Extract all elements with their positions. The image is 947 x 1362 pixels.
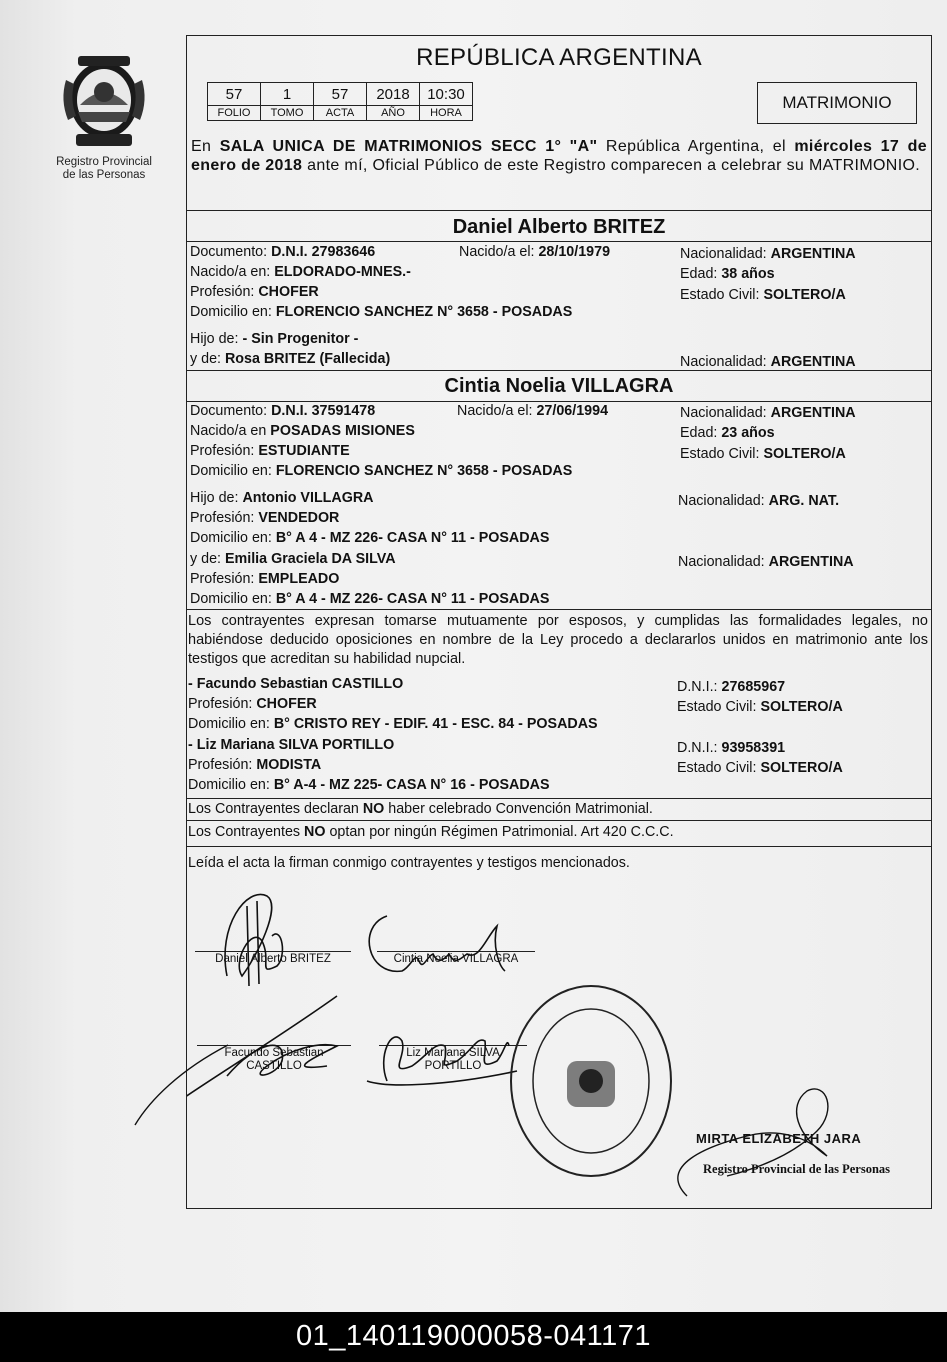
witness2-civil-status: Estado Civil: SOLTERO/A [677,760,843,776]
year-value: 2018 [367,83,420,106]
witness1-sig-line1: Facundo Sebastian [224,1047,324,1059]
groom-signature-label: Daniel Alberto BRITEZ [215,953,331,965]
convention-statement: Los Contrayentes declaran NO haber celebrado Convención Matrimonial. [188,801,653,817]
groom-doc: Documento: D.N.I. 27983646 [190,244,376,260]
intro-text-2: República Argentina, el [597,138,795,155]
acta-value: 57 [314,83,367,106]
witness2-sig-line1: Liz Mariana SILVA [406,1047,500,1059]
bride-signature-scribble [369,916,505,971]
document-title: REPÚBLICA ARGENTINA [416,44,702,71]
witness1-address: Domicilio en: B° CRISTO REY - EDIF. 41 - ESC. 84 - POSADAS [188,716,598,732]
bride-address: Domicilio en: FLORENCIO SANCHEZ N° 3658 - POSADAS [190,463,573,479]
officer-name: MIRTA ELIZABETH JARA [696,1131,862,1146]
bride-father: Hijo de: Antonio VILLAGRA [190,490,374,506]
bride-civil-status: Estado Civil: SOLTERO/A [680,446,846,462]
groom-father: Hijo de: - Sin Progenitor - [190,331,359,347]
hour-label: HORA [420,106,473,121]
bride-mother-nationality: Nacionalidad: ARGENTINA [678,554,854,570]
closing-statement: Leída el acta la firman conmigo contrayentes y testigos mencionados. [188,855,630,871]
witness2-address: Domicilio en: B° A-4 - MZ 225- CASA N° 16 - POSADAS [188,777,550,793]
bride-mother-profession: Profesión: EMPLEADO [190,571,340,587]
scan-footer-code: 01_140119000058-041171 [0,1312,947,1362]
bride-signature-label: Cintia Noelia VILLAGRA [393,953,519,965]
divider [187,820,931,821]
witness2-signature-scribble [367,1037,517,1085]
bride-birthdate: Nacido/a el: 27/06/1994 [457,403,609,419]
groom-mother: y de: Rosa BRITEZ (Fallecida) [190,351,391,367]
intro-office: SALA UNICA DE MATRIMONIOS SECC 1° "A" [219,138,598,155]
witness2-name: - Liz Mariana SILVA PORTILLO [188,737,395,753]
intro-date: miércoles 17 de enero de 2018 [191,138,927,174]
bride-father-nationality: Nacionalidad: ARG. NAT. [678,493,840,509]
witness2-dni: D.N.I.: 93958391 [677,740,786,756]
intro-text-1: En [191,138,220,155]
divider [187,846,931,847]
tomo-label: TOMO [261,106,314,121]
witness1-civil-status: Estado Civil: SOLTERO/A [677,699,843,715]
divider [187,241,931,242]
officer-role: Registro Provincial de las Personas [703,1162,891,1176]
signature-tail [130,1040,230,1130]
bride-nationality: Nacionalidad: ARGENTINA [680,405,856,421]
bride-father-profession: Profesión: VENDEDOR [190,510,340,526]
witness2-sig-line2: PORTILLO [424,1060,482,1072]
acta-label: ACTA [314,106,367,121]
provincial-seal-icon [56,50,152,150]
bride-age: Edad: 23 años [680,425,775,441]
groom-name: Daniel Alberto BRITEZ [452,216,666,238]
groom-birthdate: Nacido/a el: 28/10/1979 [459,244,611,260]
bride-doc: Documento: D.N.I. 37591478 [190,403,376,419]
registry-logo [48,50,160,182]
groom-address: Domicilio en: FLORENCIO SANCHEZ N° 3658 - POSADAS [190,304,573,320]
certificate-frame [186,35,932,1209]
witness1-name: - Facundo Sebastian CASTILLO [188,676,404,692]
act-type-box: MATRIMONIO [757,82,917,124]
groom-nationality: Nacionalidad: ARGENTINA [680,246,856,262]
tomo-value: 1 [261,83,314,106]
bride-mother-address: Domicilio en: B° A 4 - MZ 226- CASA N° 11 - POSADAS [190,591,550,607]
divider [187,370,931,371]
bride-birthplace: Nacido/a en POSADAS MISIONES [190,423,415,439]
logo-caption-line1: Registro Provincial [56,156,152,168]
divider [187,609,931,610]
bride-mother: y de: Emilia Graciela DA SILVA [190,551,396,567]
divider [187,798,931,799]
logo-caption-line2: de las Personas [62,169,146,181]
declaration-paragraph: Los contrayentes expresan tomarse mutuamente por esposos, y cumplidas las formalidades legales, no habiéndose deducido oposiciones en nombre de la Ley procedo a declararlos unidos en matrimonio ante los testigos que acreditan su habilidad nupcial. [188,613,928,667]
groom-signature-scribble [225,894,282,986]
year-label: AÑO [367,106,420,121]
regime-statement: Los Contrayentes NO optan por ningún Régimen Patrimonial. Art 420 C.C.C. [188,824,674,840]
intro-text-3: ante mí, Oficial Público de este Registro comparecen a celebrar su MATRIMONIO. [302,157,921,174]
bride-profession: Profesión: ESTUDIANTE [190,443,350,459]
registry-table [207,82,473,121]
witness1-dni: D.N.I.: 27685967 [677,679,786,695]
divider [187,210,931,211]
witness1-profession: Profesión: CHOFER [188,696,317,712]
witness1-sig-line2: CASTILLO [246,1060,302,1072]
folio-label: FOLIO [208,106,261,121]
witness2-profession: Profesión: MODISTA [188,757,322,773]
folio-value: 57 [208,83,261,106]
groom-age: Edad: 38 años [680,266,775,282]
bride-name: Cintia Noelia VILLAGRA [444,375,674,397]
intro-paragraph [191,137,927,175]
groom-civil-status: Estado Civil: SOLTERO/A [680,287,846,303]
official-stamp [505,981,677,1181]
bride-father-address: Domicilio en: B° A 4 - MZ 226- CASA N° 11 - POSADAS [190,530,550,546]
groom-profession: Profesión: CHOFER [190,284,319,300]
hour-value: 10:30 [420,83,473,106]
divider [187,401,931,402]
groom-mother-nationality: Nacionalidad: ARGENTINA [680,354,856,370]
groom-birthplace: Nacido/a en: ELDORADO-MNES.- [190,264,411,280]
